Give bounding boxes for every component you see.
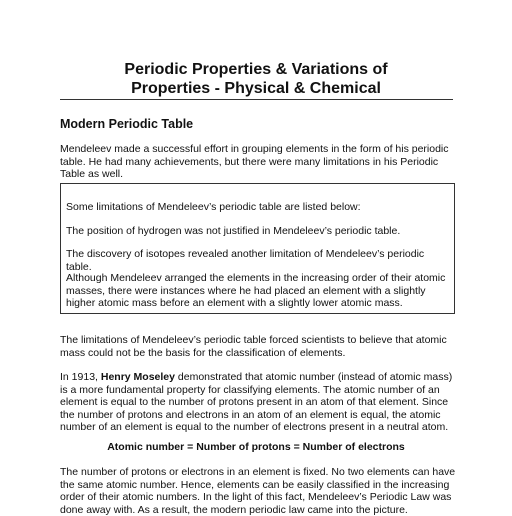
forced-paragraph: The limitations of Mendeleev’s periodic table forced scientists to believe that atomic mass could not be the basis for the classification of elements.: [60, 334, 447, 359]
limitation-atomic-masses: Although Mendeleev arranged the elements in the increasing order of their atomic masses, there were instances where he had placed an element with a slightly higher atomic mass before an element with a slightly lower atomic mass.: [66, 272, 446, 310]
moseley-text-before: In 1913,: [60, 371, 101, 383]
intro-paragraph: Mendeleev made a successful effort in grouping elements in the form of his periodic table. He had many achievements, but there were many limitations in his Periodic Table as well.: [60, 143, 449, 181]
limitations-box: [60, 183, 455, 314]
document-title-line-2: Properties - Physical & Chemical: [131, 80, 381, 97]
moseley-text-after: demonstrated that atomic number (instead of atomic mass) is a more fundamental property for classifying elements. The atomic number of an element is equal to the number of protons present in an atom of that element. Since the number of protons and electrons in an atom of an element is equal, the atomic number of an element is equal to the number of electrons present in a neutral atom.: [60, 371, 453, 434]
moseley-name: Henry Moseley: [100, 371, 175, 383]
document-title: [0, 60, 512, 98]
moseley-paragraph: [60, 371, 460, 434]
limitation-hydrogen: The position of hydrogen was not justified in Mendeleev’s periodic table.: [66, 225, 401, 237]
limitation-isotopes: The discovery of isotopes revealed another limitation of Mendeleev’s periodic table.: [66, 248, 425, 273]
section-heading: Modern Periodic Table: [60, 117, 194, 131]
limitations-intro: Some limitations of Mendeleev’s periodic table are listed below:: [66, 201, 361, 213]
title-divider: [60, 99, 453, 100]
atomic-number-equation: Atomic number = Number of protons = Number of electrons: [107, 441, 405, 453]
protons-paragraph: The number of protons or electrons in an element is fixed. No two elements can have the same atomic number. Hence, elements can be easily classified in the increasing order of their atomic numbers. In the light of this fact, Mendeleev’s Periodic Law was done away with. As a result, the modern periodic law came into the picture.: [60, 466, 456, 516]
document-title-line-1: Periodic Properties & Variations of: [124, 61, 388, 78]
